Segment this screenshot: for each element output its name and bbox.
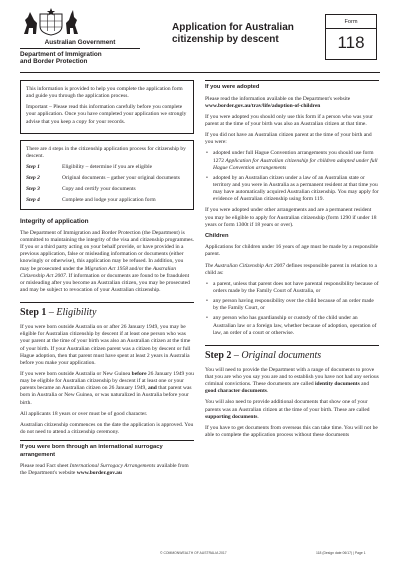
steps-box <box>20 140 194 210</box>
top-divider <box>20 72 380 73</box>
adopted-list <box>205 150 379 203</box>
adoption-url-link[interactable]: www.border.gov.au/trav/life/adoption-of-children <box>205 102 321 109</box>
step-text: Complete and lodge your application form <box>62 197 156 204</box>
department-name <box>20 51 140 66</box>
step1-title: Eligibility <box>56 307 97 319</box>
documents-text: You will need to provide the Department with a range of documents to prove that you are who you say you are and to establish you have not had any serious criminal convictions. These documents are called <box>205 366 379 388</box>
government-name: Australian Government <box>44 39 116 46</box>
documents-end: . <box>266 388 269 395</box>
children-paragraph-2 <box>205 263 379 277</box>
list-item: • a parent, unless that parent does not have parental responsibility because of orders made by the Family Court of Australia, or <box>205 281 379 295</box>
documents-paragraph-3: If you have to get documents from overseas this can take time. You will not be able to complete the application process without these documents <box>205 424 378 438</box>
form-title <box>172 22 312 46</box>
eligibility-paragraph-4: Australian citizenship commences on the date the application is approved. You do not need to attend a citizenship ceremony. <box>20 421 194 435</box>
children-heading: Children <box>205 232 229 239</box>
migration-act: Migration Act 1958 <box>84 265 128 272</box>
step-label: Step 3 <box>26 186 40 193</box>
integrity-text-a: The Department of Immigration and Border Protection (the Department) is committed to maintaining the integrity of the visa and citizenship programmes. If you or a third party acting on your behalf provide, or have provided in a previous application, false or misleading information or documents (either knowingly or otherwise), this application may be refused. In addition, you may be prosecuted under the <box>20 229 194 272</box>
responsible-parent-list <box>205 281 379 337</box>
step-label: Step 1 <box>26 163 40 170</box>
eligibility-paragraph-3: All applicants 18 years or over must be of good character. <box>20 410 148 417</box>
documents-and: and <box>359 381 370 388</box>
citizenship-act: The Australian Citizenship Act 2007 <box>205 262 285 269</box>
steps-table <box>26 164 188 205</box>
adopted-paragraph-2: If you were adopted you should only use this form if a person who was your parent at the time of your birth was also an Australian citizen at that time. <box>205 113 373 127</box>
surrogacy-heading: If you were born through an international surrogacy arrangement <box>20 440 194 459</box>
surrogacy-text-b: available from the Department's website <box>20 463 189 477</box>
list-item-text: adopted under full Hague Convention arrangements you should use form 1272 <box>213 150 374 164</box>
step-row <box>26 164 188 175</box>
children-text: defines responsible parent in relation to a child as: <box>205 262 377 276</box>
intro-paragraph: This information is provided to help you complete the application form and guide you through the application process. <box>26 86 183 100</box>
form-title-line-2: citizenship by descent <box>172 33 279 45</box>
surrogacy-fact-sheet: International Surrogacy Arrangements <box>69 463 156 470</box>
step-row <box>26 175 188 186</box>
eligibility-text: that parent was born in Australia or New Guinea, or was naturalized in Australia before your birth. <box>20 385 192 406</box>
documents-text: You will also need to provide additional documents that show one of your parents was an Australian citizen at the time of your birth. These are called <box>205 399 370 413</box>
identity-documents: identity documents <box>315 381 360 388</box>
intro-box <box>20 80 194 134</box>
form-label: Form <box>344 19 358 25</box>
step-row <box>26 197 188 204</box>
form-box-divider <box>326 28 376 29</box>
header-divider <box>20 48 140 49</box>
good-character-documents: good character documents <box>205 388 267 395</box>
form-number-box <box>325 14 377 60</box>
step1-heading <box>20 302 194 318</box>
form-number: 118 <box>337 33 365 52</box>
surrogacy-url-link[interactable]: www.border.gov.au <box>76 470 122 477</box>
step2-separator: – <box>231 349 242 361</box>
step1-separator: – <box>46 307 57 319</box>
adopted-text: Please read the information available on the Department's website <box>205 95 351 102</box>
step-text: Copy and certify your documents <box>62 186 136 193</box>
adopted-paragraph-1 <box>205 96 379 110</box>
eligibility-paragraph-2 <box>20 371 194 407</box>
step1-label: Step 1 <box>20 307 47 319</box>
eligibility-text: 26 January 1949 you may be eligible for Australian citizenship by descent if at least one or your parents became an Australian citizen on 26 January 1949, <box>20 370 194 392</box>
integrity-heading: Integrity of application <box>20 217 89 225</box>
children-paragraph-1: Applications for children under 16 years of age must be made by a responsible parent. <box>205 244 379 258</box>
supporting-documents: supporting documents <box>205 413 258 420</box>
step-label: Step 4 <box>26 197 40 204</box>
integrity-text-b: . If information or documents are found to be fraudulent or misleading after you become an Australian citizen, you may be prosecuted and may be subject to revocation of your Australian citizenship. <box>20 272 190 293</box>
coat-of-arms-icon <box>20 8 82 36</box>
important-paragraph: Important – Please read this information carefully before you complete your application. Once you have completed your application we strongly advise that you keep a copy for your records. <box>26 104 187 125</box>
eligibility-and: and <box>148 385 157 392</box>
adopted-heading: If you were adopted <box>205 80 379 92</box>
surrogacy-paragraph <box>20 463 194 477</box>
eligibility-text: If you were born outside Australia or New Guinea <box>20 370 132 377</box>
steps-intro: There are 4 steps in the citizenship application process for citizenship by descent. <box>26 145 186 159</box>
step2-heading <box>205 345 379 361</box>
department-line-1: Department of Immigration <box>20 51 102 58</box>
adopted-paragraph-4: If you were adopted under other arrangements and are a permanent resident you may be eligible to apply for Australian citizenship (form 1290 if under 18 years or form 1300t if 18 years or over). <box>205 207 377 228</box>
step-label: Step 2 <box>26 175 40 182</box>
eligibility-paragraph-1: If you were born outside Australia on or after 26 January 1949, you may be eligible for Australian citizenship by descent if at least one person who was your parent at the time of your birth was also an Australian citizen at the time of your birth. If your Australian citizen parent was a citizen by descent or full Hague adoption, then that parent must have spent at least 2 years in Australia before you make your application. <box>20 324 191 366</box>
documents-paragraph-1 <box>205 367 379 396</box>
department-line-2: and Border Protection <box>20 58 88 66</box>
footer-copyright: © COMMONWEALTH OF AUSTRALIA 2017 <box>160 551 227 555</box>
step-text: Eligibility – determine if you are eligible <box>62 163 153 170</box>
footer-page-info: 118 (Design date 06/17) | Page 1 <box>316 551 366 555</box>
surrogacy-text-a: Please read Fact sheet <box>20 463 70 470</box>
documents-end: . <box>257 413 259 420</box>
right-column <box>205 80 379 443</box>
list-item <box>205 150 379 171</box>
step2-label: Step 2 <box>205 349 232 361</box>
step-text: Original documents – gather your original documents <box>62 175 180 182</box>
citizenship-act: Australian Citizenship Act 2007 <box>20 265 177 279</box>
form-title-line-1: Application for Australian <box>172 22 294 33</box>
list-item: • any person having responsibility over the child because of an order made by the Family Court, or <box>205 298 379 312</box>
form-1272-title: Application for Australian citizenship for children adopted under full Hague Convention arrangements <box>213 157 378 171</box>
step2-title: Original documents <box>241 349 322 361</box>
integrity-and: and/or the <box>127 265 153 272</box>
adopted-paragraph-3: If you did not have an Australian citizen parent at the time of your birth and you were: <box>205 132 372 146</box>
step-row <box>26 186 188 197</box>
left-column <box>20 80 194 481</box>
list-item: • any person who has guardianship or custody of the child under an Australian law or a foreign law, whether because of adoption, operation of law, an order of a court or otherwise. <box>205 315 379 336</box>
documents-paragraph-2 <box>205 399 379 420</box>
integrity-paragraph <box>20 230 194 294</box>
eligibility-before: before <box>131 370 147 377</box>
list-item: • adopted by an Australian citizen under a law of an Australian state or territory and you were in Australia as a permanent resident at that time you may have automatically acquired Australian citizenship. You may apply for evidence of Australian citizenship using form 119. <box>205 175 379 204</box>
